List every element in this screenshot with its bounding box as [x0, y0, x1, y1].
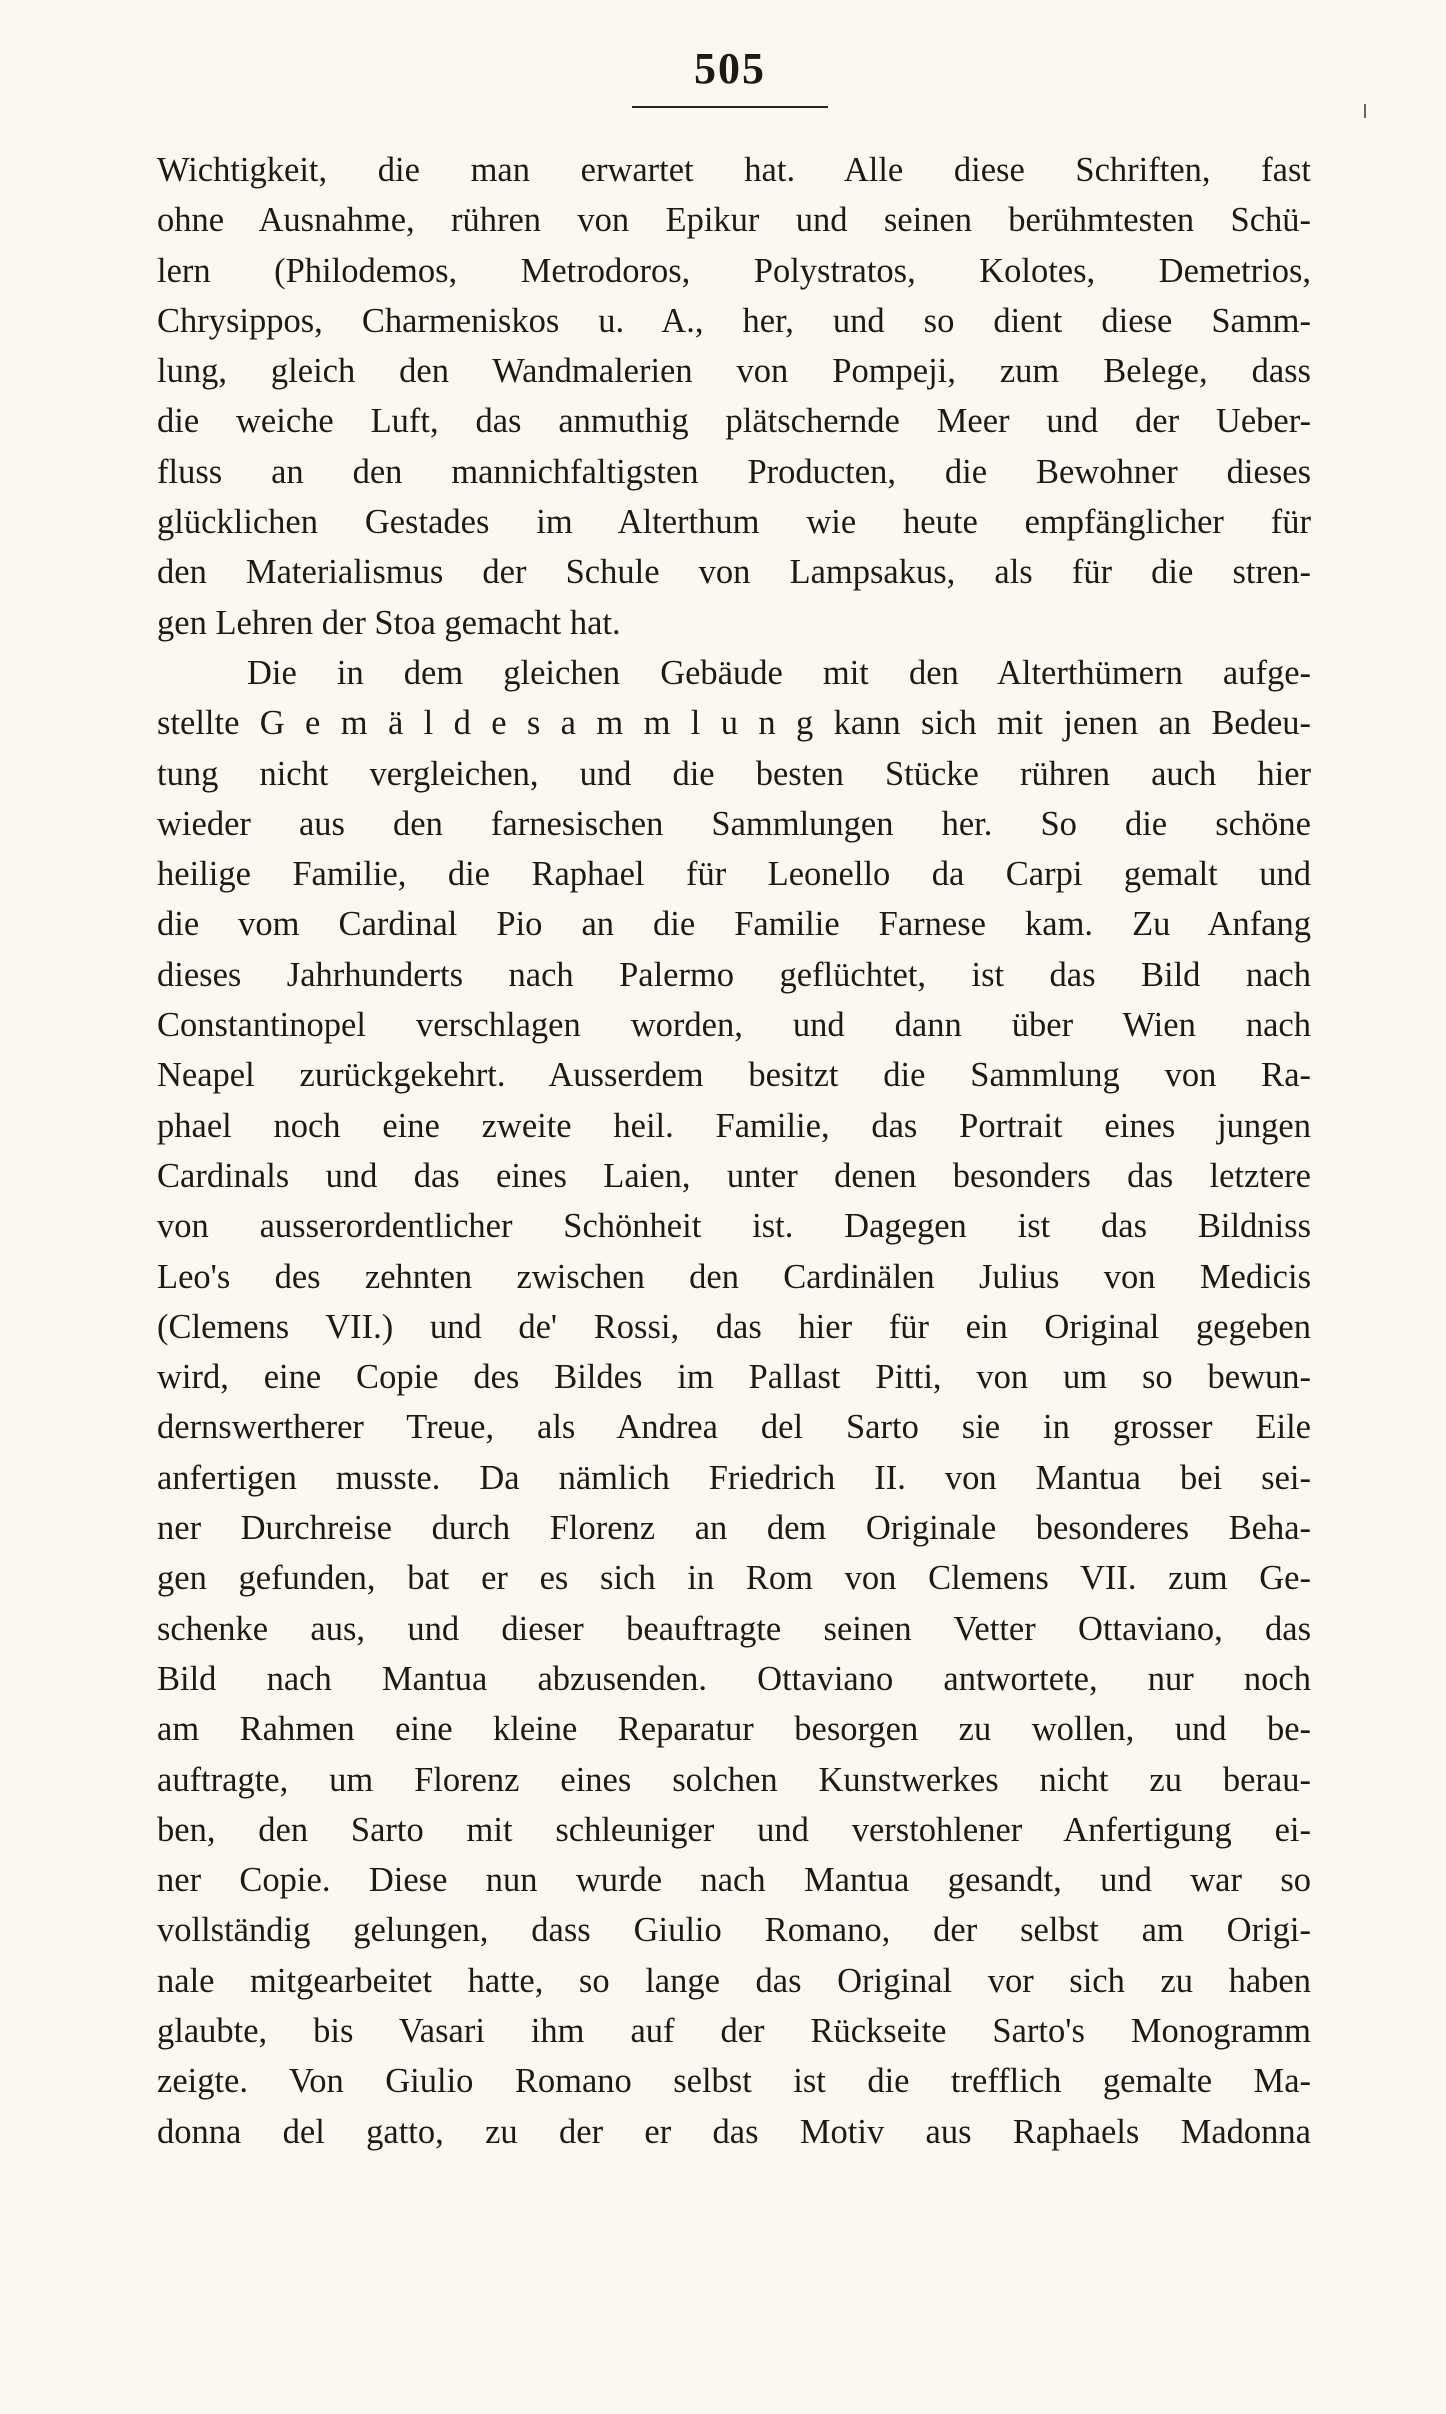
text-line: Cardinals und das eines Laien, unter denen besonders das letztere	[157, 1156, 1311, 1195]
text-line: lung, gleich den Wandmalerien von Pompeji, zum Belege, dass	[157, 352, 1311, 391]
text-line: anfertigen musste. Da nämlich Friedrich II. von Mantua bei sei-	[157, 1458, 1311, 1497]
text-line: Wichtigkeit, die man erwartet hat. Alle diese Schriften, fast	[157, 151, 1311, 189]
text-line: Constantinopel verschlagen worden, und dann über Wien nach	[157, 1006, 1311, 1045]
text-line: fluss an den mannichfaltigsten Producten, die Bewohner dieses	[157, 452, 1311, 491]
text-line: vollständig gelungen, dass Giulio Romano, der selbst am Origi-	[157, 1911, 1311, 1950]
text-line: (Clemens VII.) und de' Rossi, das hier für ein Original gegeben	[157, 1307, 1311, 1346]
text-line: Chrysippos, Charmeniskos u. A., her, und so dient diese Samm-	[157, 301, 1311, 340]
text-line: dernswertherer Treue, als Andrea del Sarto sie in grosser Eile	[157, 1408, 1311, 1447]
text-line: am Rahmen eine kleine Reparatur besorgen zu wollen, und be-	[157, 1710, 1311, 1749]
text-line: Neapel zurückgekehrt. Ausserdem besitzt die Sammlung von Ra-	[157, 1056, 1311, 1095]
text-line: glücklichen Gestades im Alterthum wie heute empfänglicher für	[157, 503, 1311, 542]
text-line: Bild nach Mantua abzusenden. Ottaviano antwortete, nur noch	[157, 1659, 1311, 1698]
paragraph-start-line: Die in dem gleichen Gebäude mit den Alterthümern aufge-	[247, 653, 1311, 692]
text-line: von ausserordentlicher Schönheit ist. Dagegen ist das Bildniss	[157, 1207, 1311, 1246]
text-line: Leo's des zehnten zwischen den Cardinälen Julius von Medicis	[157, 1257, 1311, 1296]
text-line: donna del gatto, zu der er das Motiv aus Raphaels Madonna	[157, 2112, 1311, 2151]
text-line: ner Copie. Diese nun wurde nach Mantua gesandt, und war so	[157, 1861, 1311, 1900]
text-line: glaubte, bis Vasari ihm auf der Rückseite Sarto's Monogramm	[157, 2011, 1311, 2050]
paragraph-end-line: gen Lehren der Stoa gemacht hat.	[157, 603, 621, 642]
text-line: dieses Jahrhunderts nach Palermo geflüchtet, ist das Bild nach	[157, 955, 1311, 994]
text-line: den Materialismus der Schule von Lampsakus, als für die stren-	[157, 553, 1311, 592]
page-number: 505	[694, 44, 766, 93]
text-line: wird, eine Copie des Bildes im Pallast Pitti, von um so bewun-	[157, 1358, 1311, 1397]
text-line: gen gefunden, bat er es sich in Rom von Clemens VII. zum Ge-	[157, 1559, 1311, 1598]
text-line: die vom Cardinal Pio an die Familie Farnese kam. Zu Anfang	[157, 905, 1311, 944]
text-line: zeigte. Von Giulio Romano selbst ist die trefflich gemalte Ma-	[157, 2062, 1311, 2101]
text-line: schenke aus, und dieser beauftragte seinen Vetter Ottaviano, das	[157, 1609, 1311, 1648]
header-rule	[632, 106, 828, 108]
text-line: tung nicht vergleichen, und die besten Stücke rühren auch hier	[157, 754, 1311, 793]
text-line: nale mitgearbeitet hatte, so lange das Original vor sich zu haben	[157, 1961, 1311, 2000]
text-line: wieder aus den farnesischen Sammlungen her. So die schöne	[157, 804, 1311, 843]
margin-mark	[1364, 104, 1366, 118]
text-line: ohne Ausnahme, rühren von Epikur und seinen berühmtesten Schü-	[157, 201, 1311, 240]
text-line: heilige Familie, die Raphael für Leonello da Carpi gemalt und	[157, 855, 1311, 894]
text-line: auftragte, um Florenz eines solchen Kunstwerkes nicht zu berau-	[157, 1760, 1311, 1799]
body-text	[157, 145, 1311, 2157]
text-line: ben, den Sarto mit schleuniger und verstohlener Anfertigung ei-	[157, 1810, 1311, 1849]
text-line: lern (Philodemos, Metrodoros, Polystratos, Kolotes, Demetrios,	[157, 251, 1311, 290]
text-line: stellte G e m ä l d e s a m m l u n g kann sich mit jenen an Bedeu-	[157, 704, 1311, 743]
text-line: die weiche Luft, das anmuthig plätschernde Meer und der Ueber-	[157, 402, 1311, 441]
text-line: ner Durchreise durch Florenz an dem Originale besonderes Beha-	[157, 1509, 1311, 1548]
text-line: phael noch eine zweite heil. Familie, das Portrait eines jungen	[157, 1106, 1311, 1145]
